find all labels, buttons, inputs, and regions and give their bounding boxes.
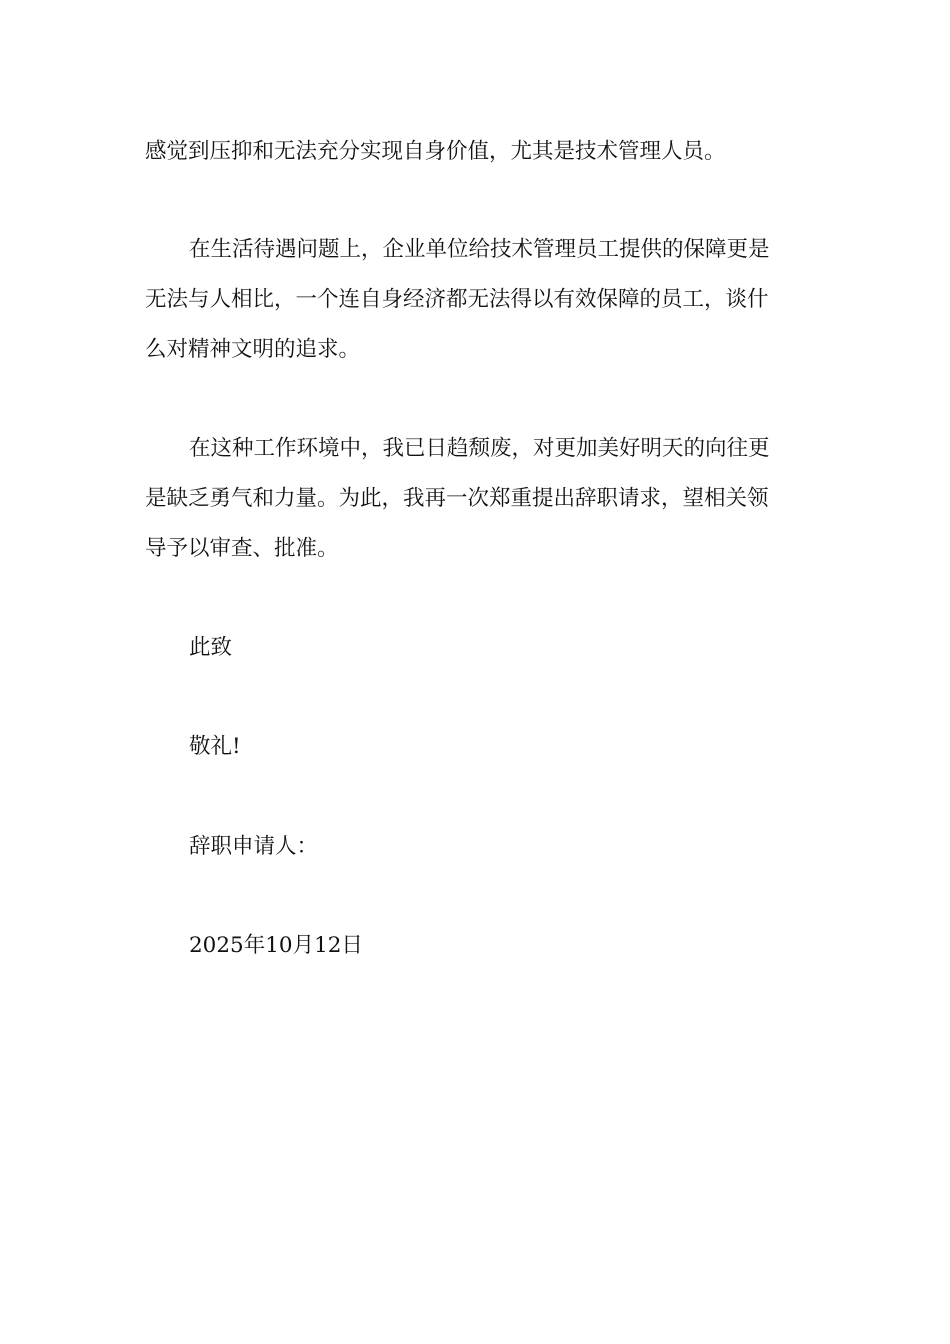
- paragraph-3-line-3: 导予以审查、批准。: [145, 536, 339, 561]
- salute: 敬礼!: [189, 734, 241, 759]
- paragraph-1-line-1: 感觉到压抑和无法充分实现自身价值，尤其是技术管理人员。: [145, 139, 726, 164]
- paragraph-2-line-2: 无法与人相比，一个连自身经济都无法得以有效保障的员工，谈什: [145, 287, 769, 312]
- paragraph-2-line-1: 在生活待遇问题上，企业单位给技术管理员工提供的保障更是: [189, 237, 770, 262]
- closing-phrase: 此致: [189, 635, 233, 660]
- paragraph-2-line-3: 么对精神文明的追求。: [145, 337, 361, 362]
- applicant-label: 辞职申请人：: [189, 834, 319, 859]
- paragraph-3-line-2: 是缺乏勇气和力量。为此，我再一次郑重提出辞职请求，望相关领: [145, 486, 769, 511]
- date: 2025年10月12日: [189, 933, 363, 958]
- paragraph-3-line-1: 在这种工作环境中，我已日趋颓废，对更加美好明天的向往更: [189, 436, 770, 461]
